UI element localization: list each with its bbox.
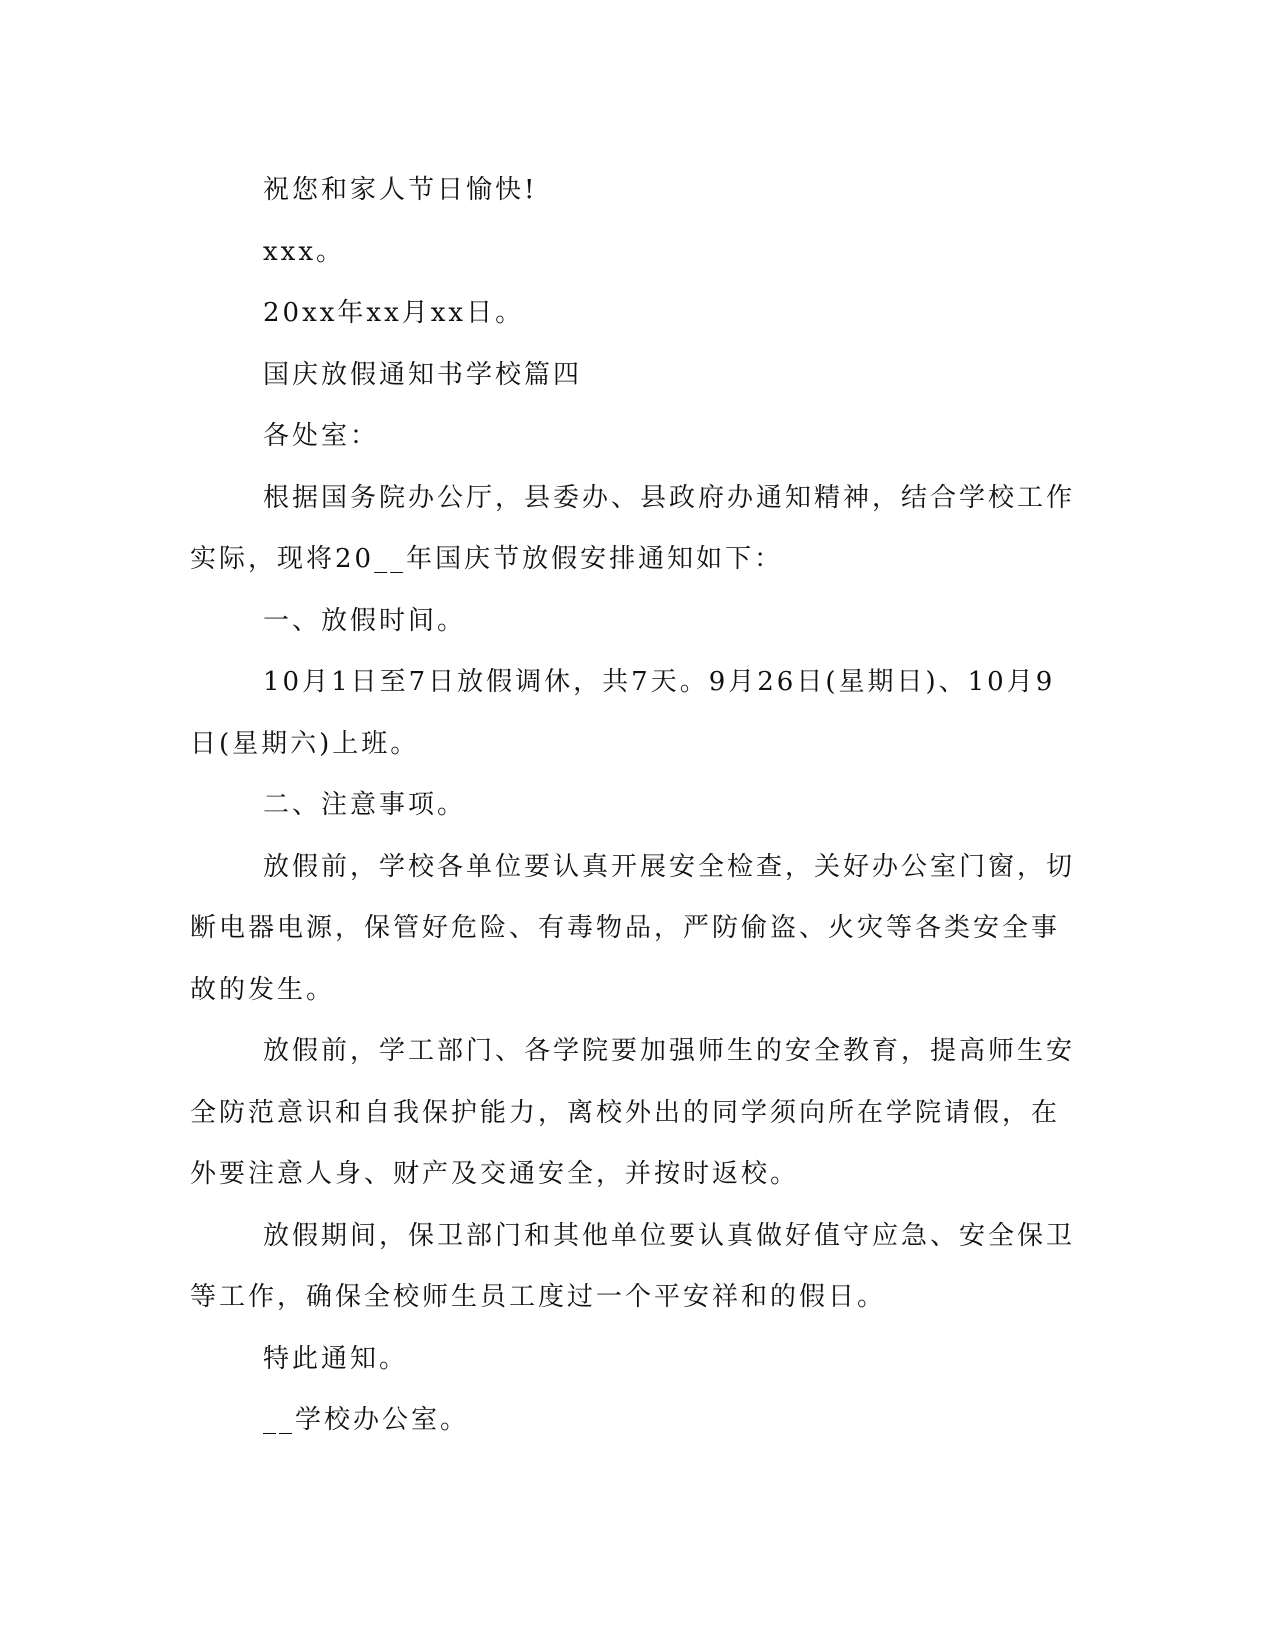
- heading-notes: 二、注意事项。: [263, 790, 467, 820]
- intro-paragraph: 根据国务院办公厅，县委办、县政府办通知精神，结合学校工作实际，现将20__年国庆节放假安排通知如下：: [190, 482, 1076, 574]
- issuer-line: __学校办公室。: [263, 1405, 470, 1435]
- notes-paragraph-1: 放假前，学校各单位要认真开展安全检查，关好办公室门窗，切断电器电源，保管好危险、有毒物品，严防偷盗、火灾等各类安全事故的发生。: [190, 851, 1076, 1005]
- closing-line: 特此通知。: [263, 1343, 409, 1374]
- document-body: [190, 160, 1075, 1452]
- holiday-time-paragraph: 10月1日至7日放假调休，共7天。9月26日(星期日)、10月9日(星期六)上班。: [190, 667, 1056, 759]
- heading-holiday-time: 一、放假时间。: [263, 605, 467, 636]
- notes-paragraph-2: 放假前，学工部门、各学院要加强师生的安全教育，提高师生安全防范意识和自我保护能力，离校外出的同学须向所在学院请假，在外要注意人身、财产及交通安全，并按时返校。: [190, 1036, 1076, 1189]
- signature-name: xxx。: [263, 236, 345, 267]
- greeting-line: 祝您和家人节日愉快!: [263, 175, 538, 205]
- notes-paragraph-3: 放假期间，保卫部门和其他单位要认真做好值守应急、安全保卫等工作，确保全校师生员工度过一个平安祥和的假日。: [190, 1220, 1076, 1312]
- section-title: 国庆放假通知书学校篇四: [263, 359, 583, 390]
- salutation: 各处室：: [263, 421, 380, 451]
- signature-date: 20xx年xx月xx日。: [263, 298, 525, 328]
